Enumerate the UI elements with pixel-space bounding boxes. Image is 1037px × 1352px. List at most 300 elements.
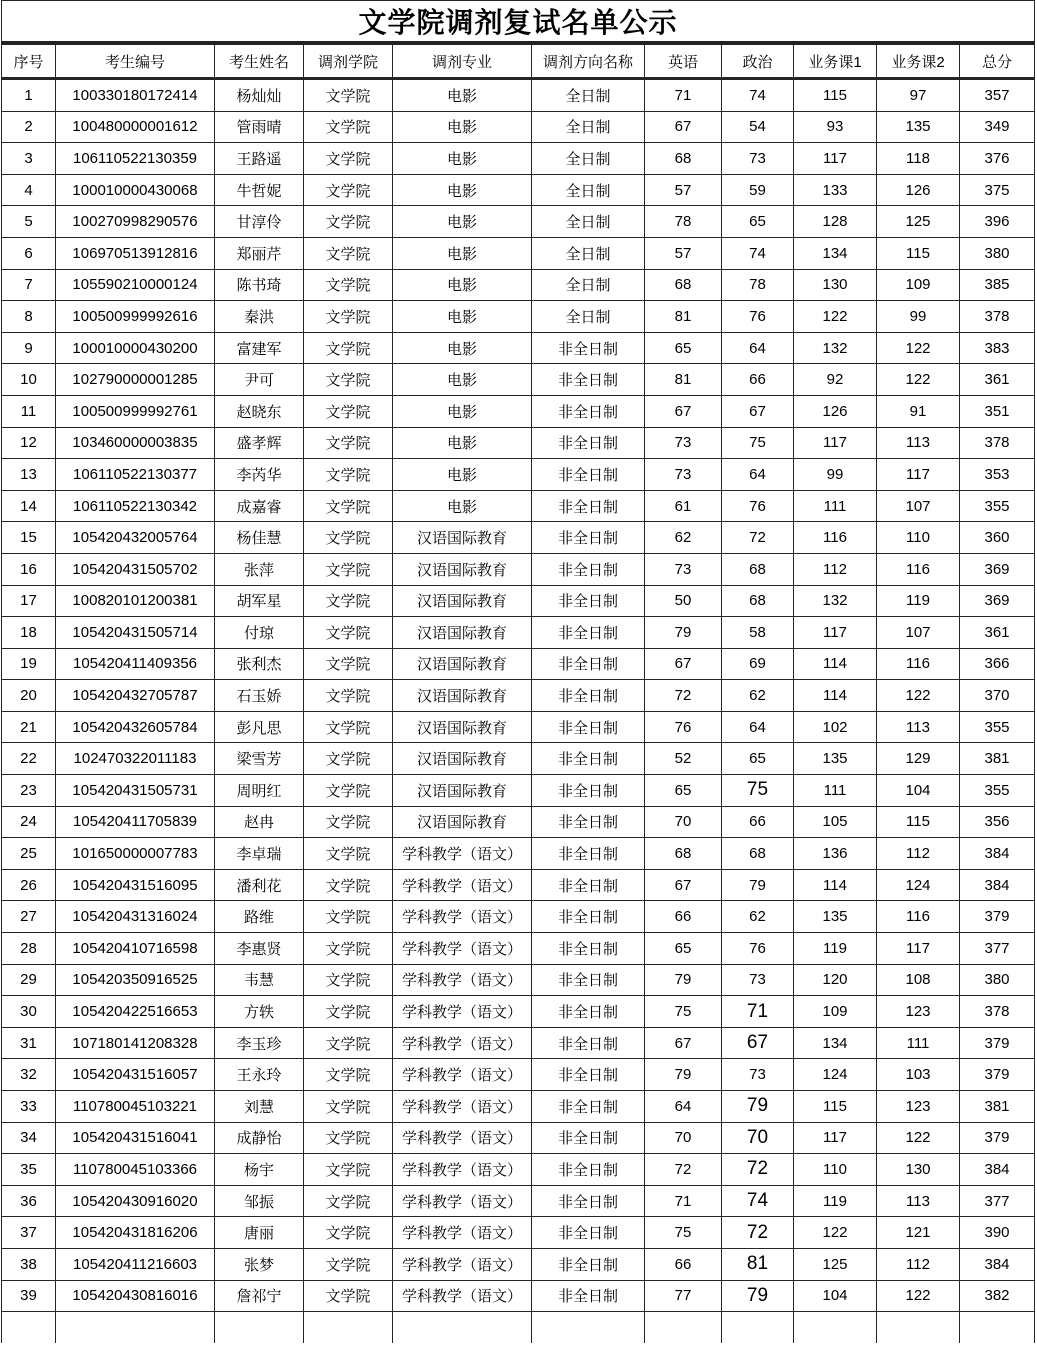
- cell-english: 73: [645, 427, 722, 459]
- cell-id: 105420431516057: [56, 1059, 215, 1091]
- cell-total: 378: [960, 301, 1035, 333]
- cell-name: 唐丽: [215, 1217, 304, 1249]
- cell-direction: 全日制: [532, 301, 645, 333]
- cell-index: 6: [2, 237, 56, 269]
- cell-college: 文学院: [304, 648, 393, 680]
- cell-course2: 119: [877, 585, 960, 617]
- column-header-direction: 调剂方向名称: [532, 43, 645, 79]
- cell-name: 尹可: [215, 364, 304, 396]
- cell-course2: 113: [877, 1185, 960, 1217]
- cell-course1: 122: [794, 301, 877, 333]
- cell-name: 梁雪芳: [215, 743, 304, 775]
- cell-index: 36: [2, 1185, 56, 1217]
- table-row: [2, 237, 1035, 269]
- cell-english: 75: [645, 996, 722, 1028]
- cell-college: 文学院: [304, 933, 393, 965]
- cell-course1: 112: [794, 553, 877, 585]
- cell-total: 376: [960, 143, 1035, 175]
- cell-id: 106110522130342: [56, 490, 215, 522]
- cell-name: 张梦: [215, 1248, 304, 1280]
- cell-direction: 非全日制: [532, 427, 645, 459]
- cell-total: 361: [960, 617, 1035, 649]
- cell-course2: 129: [877, 743, 960, 775]
- cell-course2: 108: [877, 964, 960, 996]
- cell-index: 25: [2, 838, 56, 870]
- cell-name: 秦洪: [215, 301, 304, 333]
- table-row: [2, 269, 1035, 301]
- cell-english: 50: [645, 585, 722, 617]
- cell-politics: 64: [722, 711, 794, 743]
- cell-direction: 非全日制: [532, 1027, 645, 1059]
- cell-direction: 非全日制: [532, 838, 645, 870]
- cell-course1: 114: [794, 869, 877, 901]
- cell-politics: 72: [722, 522, 794, 554]
- cell-college: 文学院: [304, 427, 393, 459]
- cell-total: 355: [960, 711, 1035, 743]
- cell-index: 20: [2, 680, 56, 712]
- cell-course2: 97: [877, 79, 960, 112]
- cell-course2: 122: [877, 1122, 960, 1154]
- cell-english: 68: [645, 838, 722, 870]
- cell-id: 105420431505731: [56, 775, 215, 807]
- cell-name: 杨佳慧: [215, 522, 304, 554]
- cell-total: 356: [960, 806, 1035, 838]
- cell-total: 370: [960, 680, 1035, 712]
- cell-course1: 99: [794, 459, 877, 491]
- cell-course2: 104: [877, 775, 960, 807]
- cell-name: 甘淳伶: [215, 206, 304, 238]
- cell-college: 文学院: [304, 775, 393, 807]
- cell-name: 郑丽芹: [215, 237, 304, 269]
- cell-total: 351: [960, 395, 1035, 427]
- cell-id: 106110522130377: [56, 459, 215, 491]
- table-row: [2, 1154, 1035, 1186]
- cell-index: 9: [2, 332, 56, 364]
- cell-direction: 非全日制: [532, 1122, 645, 1154]
- cell-course1: 124: [794, 1059, 877, 1091]
- column-header-id: 考生编号: [56, 43, 215, 79]
- cell-total: 379: [960, 1027, 1035, 1059]
- cell-name: 成嘉睿: [215, 490, 304, 522]
- cell-course1: 136: [794, 838, 877, 870]
- cell-course1: 132: [794, 332, 877, 364]
- cell-index: 11: [2, 395, 56, 427]
- cell-name: 邹振: [215, 1185, 304, 1217]
- cell-name: 李芮华: [215, 459, 304, 491]
- cell-name: 盛孝辉: [215, 427, 304, 459]
- cell-major: 汉语国际教育: [393, 775, 532, 807]
- cell-index: 16: [2, 553, 56, 585]
- cell-course1: 135: [794, 901, 877, 933]
- cell-course1: 117: [794, 427, 877, 459]
- table-row: [2, 711, 1035, 743]
- cell-course1: 122: [794, 1217, 877, 1249]
- cell-id: 107180141208328: [56, 1027, 215, 1059]
- cell-major: 学科教学（语文）: [393, 1280, 532, 1312]
- cell-major: 学科教学（语文）: [393, 901, 532, 933]
- table-row: [2, 111, 1035, 143]
- cell-name: 牛哲妮: [215, 174, 304, 206]
- cell-major: 电影: [393, 79, 532, 112]
- cell-direction: 非全日制: [532, 1154, 645, 1186]
- cell-direction: 非全日制: [532, 775, 645, 807]
- cell-major: 电影: [393, 301, 532, 333]
- cell-direction: 非全日制: [532, 933, 645, 965]
- cell-direction: 全日制: [532, 174, 645, 206]
- cell-total: 355: [960, 775, 1035, 807]
- cell-politics: 81: [722, 1248, 794, 1280]
- cell-id: 105590210000124: [56, 269, 215, 301]
- cell-college: 文学院: [304, 269, 393, 301]
- cell-college: 文学院: [304, 680, 393, 712]
- cell-total: 384: [960, 838, 1035, 870]
- cell-major: 学科教学（语文）: [393, 1027, 532, 1059]
- cell-course1: 130: [794, 269, 877, 301]
- cell-politics: 73: [722, 1059, 794, 1091]
- table-row: [2, 996, 1035, 1028]
- cell-course1: 120: [794, 964, 877, 996]
- cell-course1: 111: [794, 490, 877, 522]
- cell-english: 71: [645, 79, 722, 112]
- cell-course2: 122: [877, 364, 960, 396]
- cell-college: 文学院: [304, 1059, 393, 1091]
- cell-direction: 非全日制: [532, 1059, 645, 1091]
- cell-course2: 122: [877, 1280, 960, 1312]
- table-body: [2, 79, 1035, 1343]
- table-row: [2, 364, 1035, 396]
- cell-college: 文学院: [304, 1027, 393, 1059]
- table-row-partial: [2, 1312, 1035, 1343]
- cell-english: 64: [645, 1091, 722, 1123]
- cell-course1: 117: [794, 1122, 877, 1154]
- cell-course2: 122: [877, 680, 960, 712]
- cell-total: 382: [960, 1280, 1035, 1312]
- cell-course1: 93: [794, 111, 877, 143]
- cell-major: 学科教学（语文）: [393, 1059, 532, 1091]
- cell-id: 100330180172414: [56, 79, 215, 112]
- cell-college: 文学院: [304, 964, 393, 996]
- cell-major: 汉语国际教育: [393, 806, 532, 838]
- cell-course1: 117: [794, 617, 877, 649]
- cell-course1: 115: [794, 1091, 877, 1123]
- cell-college: 文学院: [304, 143, 393, 175]
- cell-total: 380: [960, 964, 1035, 996]
- cell-course2: 111: [877, 1027, 960, 1059]
- cell-empty: [2, 1312, 56, 1343]
- cell-major: 电影: [393, 427, 532, 459]
- cell-direction: 非全日制: [532, 553, 645, 585]
- cell-index: 12: [2, 427, 56, 459]
- cell-direction: 全日制: [532, 79, 645, 112]
- cell-course1: 134: [794, 1027, 877, 1059]
- cell-politics: 78: [722, 269, 794, 301]
- cell-major: 学科教学（语文）: [393, 1154, 532, 1186]
- column-header-college: 调剂学院: [304, 43, 393, 79]
- cell-index: 26: [2, 869, 56, 901]
- cell-course2: 112: [877, 1248, 960, 1280]
- cell-course1: 115: [794, 79, 877, 112]
- cell-politics: 67: [722, 395, 794, 427]
- cell-major: 电影: [393, 143, 532, 175]
- cell-direction: 非全日制: [532, 680, 645, 712]
- cell-direction: 非全日制: [532, 617, 645, 649]
- cell-course1: 135: [794, 743, 877, 775]
- cell-english: 70: [645, 806, 722, 838]
- cell-course1: 119: [794, 1185, 877, 1217]
- cell-course2: 125: [877, 206, 960, 238]
- cell-english: 68: [645, 269, 722, 301]
- cell-id: 105420411409356: [56, 648, 215, 680]
- cell-college: 文学院: [304, 79, 393, 112]
- cell-id: 105420432005764: [56, 522, 215, 554]
- cell-college: 文学院: [304, 1154, 393, 1186]
- cell-id: 106110522130359: [56, 143, 215, 175]
- cell-total: 360: [960, 522, 1035, 554]
- cell-total: 369: [960, 553, 1035, 585]
- cell-index: 29: [2, 964, 56, 996]
- cell-direction: 非全日制: [532, 648, 645, 680]
- column-header-total: 总分: [960, 43, 1035, 79]
- cell-politics: 59: [722, 174, 794, 206]
- cell-english: 75: [645, 1217, 722, 1249]
- cell-major: 学科教学（语文）: [393, 838, 532, 870]
- cell-index: 34: [2, 1122, 56, 1154]
- cell-name: 王永玲: [215, 1059, 304, 1091]
- cell-politics: 62: [722, 901, 794, 933]
- cell-english: 81: [645, 301, 722, 333]
- cell-total: 378: [960, 427, 1035, 459]
- cell-college: 文学院: [304, 174, 393, 206]
- cell-total: 377: [960, 1185, 1035, 1217]
- table-row: [2, 648, 1035, 680]
- cell-course1: 105: [794, 806, 877, 838]
- cell-english: 66: [645, 901, 722, 933]
- cell-index: 37: [2, 1217, 56, 1249]
- table-row: [2, 869, 1035, 901]
- cell-total: 384: [960, 869, 1035, 901]
- cell-course2: 109: [877, 269, 960, 301]
- table-row: [2, 79, 1035, 112]
- cell-politics: 54: [722, 111, 794, 143]
- cell-major: 学科教学（语文）: [393, 869, 532, 901]
- cell-college: 文学院: [304, 522, 393, 554]
- cell-english: 57: [645, 237, 722, 269]
- cell-course2: 126: [877, 174, 960, 206]
- cell-politics: 72: [722, 1154, 794, 1186]
- cell-college: 文学院: [304, 332, 393, 364]
- cell-college: 文学院: [304, 743, 393, 775]
- cell-index: 17: [2, 585, 56, 617]
- cell-course1: 132: [794, 585, 877, 617]
- cell-id: 102790000001285: [56, 364, 215, 396]
- column-header-politics: 政治: [722, 43, 794, 79]
- cell-politics: 75: [722, 427, 794, 459]
- cell-english: 57: [645, 174, 722, 206]
- cell-direction: 非全日制: [532, 585, 645, 617]
- cell-direction: 非全日制: [532, 1185, 645, 1217]
- cell-english: 67: [645, 111, 722, 143]
- cell-id: 105420431505714: [56, 617, 215, 649]
- cell-total: 379: [960, 1122, 1035, 1154]
- cell-major: 电影: [393, 206, 532, 238]
- cell-college: 文学院: [304, 395, 393, 427]
- cell-index: 10: [2, 364, 56, 396]
- cell-politics: 71: [722, 996, 794, 1028]
- cell-politics: 76: [722, 301, 794, 333]
- cell-index: 18: [2, 617, 56, 649]
- cell-college: 文学院: [304, 111, 393, 143]
- cell-major: 学科教学（语文）: [393, 1248, 532, 1280]
- cell-total: 377: [960, 933, 1035, 965]
- cell-english: 66: [645, 1248, 722, 1280]
- cell-name: 刘慧: [215, 1091, 304, 1123]
- cell-politics: 79: [722, 1091, 794, 1123]
- cell-id: 105420432605784: [56, 711, 215, 743]
- cell-english: 62: [645, 522, 722, 554]
- cell-id: 105420431816206: [56, 1217, 215, 1249]
- cell-total: 380: [960, 237, 1035, 269]
- cell-english: 71: [645, 1185, 722, 1217]
- page-title: 文学院调剂复试名单公示: [2, 1, 1035, 44]
- cell-index: 22: [2, 743, 56, 775]
- cell-name: 杨宇: [215, 1154, 304, 1186]
- cell-total: 349: [960, 111, 1035, 143]
- cell-major: 学科教学（语文）: [393, 996, 532, 1028]
- cell-course2: 123: [877, 1091, 960, 1123]
- cell-name: 方轶: [215, 996, 304, 1028]
- cell-major: 电影: [393, 332, 532, 364]
- cell-course2: 117: [877, 459, 960, 491]
- cell-id: 105420410716598: [56, 933, 215, 965]
- cell-major: 汉语国际教育: [393, 711, 532, 743]
- cell-total: 390: [960, 1217, 1035, 1249]
- cell-college: 文学院: [304, 301, 393, 333]
- cell-id: 102470322011183: [56, 743, 215, 775]
- cell-college: 文学院: [304, 838, 393, 870]
- cell-english: 65: [645, 332, 722, 364]
- cell-course1: 114: [794, 680, 877, 712]
- cell-id: 110780045103366: [56, 1154, 215, 1186]
- cell-course2: 107: [877, 490, 960, 522]
- cell-index: 21: [2, 711, 56, 743]
- table-row: [2, 964, 1035, 996]
- cell-direction: 非全日制: [532, 806, 645, 838]
- cell-total: 381: [960, 1091, 1035, 1123]
- cell-index: 33: [2, 1091, 56, 1123]
- cell-total: 366: [960, 648, 1035, 680]
- cell-index: 2: [2, 111, 56, 143]
- cell-name: 潘利花: [215, 869, 304, 901]
- cell-id: 105420422516653: [56, 996, 215, 1028]
- table-row: [2, 1027, 1035, 1059]
- cell-direction: 非全日制: [532, 743, 645, 775]
- cell-direction: 全日制: [532, 269, 645, 301]
- cell-course2: 123: [877, 996, 960, 1028]
- cell-index: 8: [2, 301, 56, 333]
- roster-table: [1, 0, 1035, 1343]
- cell-course2: 113: [877, 427, 960, 459]
- cell-name: 李卓瑞: [215, 838, 304, 870]
- cell-course2: 117: [877, 933, 960, 965]
- cell-id: 105420431516041: [56, 1122, 215, 1154]
- table-row: [2, 427, 1035, 459]
- table-row: [2, 585, 1035, 617]
- cell-index: 28: [2, 933, 56, 965]
- cell-direction: 非全日制: [532, 869, 645, 901]
- cell-id: 100820101200381: [56, 585, 215, 617]
- cell-direction: 非全日制: [532, 964, 645, 996]
- cell-index: 1: [2, 79, 56, 112]
- cell-total: 384: [960, 1154, 1035, 1186]
- cell-politics: 58: [722, 617, 794, 649]
- cell-course1: 133: [794, 174, 877, 206]
- cell-total: 383: [960, 332, 1035, 364]
- cell-id: 105420350916525: [56, 964, 215, 996]
- cell-english: 72: [645, 680, 722, 712]
- cell-course1: 111: [794, 775, 877, 807]
- table-row: [2, 933, 1035, 965]
- cell-id: 101650000007783: [56, 838, 215, 870]
- cell-english: 79: [645, 617, 722, 649]
- cell-course2: 124: [877, 869, 960, 901]
- column-header-major: 调剂专业: [393, 43, 532, 79]
- cell-index: 15: [2, 522, 56, 554]
- cell-course2: 116: [877, 901, 960, 933]
- cell-index: 23: [2, 775, 56, 807]
- cell-college: 文学院: [304, 1091, 393, 1123]
- cell-direction: 非全日制: [532, 1248, 645, 1280]
- cell-name: 管雨晴: [215, 111, 304, 143]
- cell-direction: 非全日制: [532, 332, 645, 364]
- cell-index: 3: [2, 143, 56, 175]
- cell-index: 19: [2, 648, 56, 680]
- cell-id: 105420411216603: [56, 1248, 215, 1280]
- cell-major: 电影: [393, 364, 532, 396]
- cell-total: 369: [960, 585, 1035, 617]
- cell-name: 周明红: [215, 775, 304, 807]
- cell-course2: 122: [877, 332, 960, 364]
- cell-politics: 76: [722, 490, 794, 522]
- table-row: [2, 395, 1035, 427]
- cell-empty: [960, 1312, 1035, 1343]
- cell-index: 13: [2, 459, 56, 491]
- cell-english: 67: [645, 395, 722, 427]
- table-row: [2, 1059, 1035, 1091]
- cell-college: 文学院: [304, 617, 393, 649]
- column-header-index: 序号: [2, 43, 56, 79]
- cell-english: 61: [645, 490, 722, 522]
- cell-college: 文学院: [304, 237, 393, 269]
- cell-politics: 73: [722, 143, 794, 175]
- cell-index: 38: [2, 1248, 56, 1280]
- table-row: [2, 775, 1035, 807]
- cell-id: 105420431516095: [56, 869, 215, 901]
- cell-english: 70: [645, 1122, 722, 1154]
- cell-politics: 68: [722, 585, 794, 617]
- cell-english: 67: [645, 648, 722, 680]
- cell-course2: 112: [877, 838, 960, 870]
- cell-course1: 92: [794, 364, 877, 396]
- cell-english: 68: [645, 143, 722, 175]
- cell-english: 73: [645, 459, 722, 491]
- table-row: [2, 1185, 1035, 1217]
- cell-empty: [877, 1312, 960, 1343]
- cell-college: 文学院: [304, 1122, 393, 1154]
- table-row: [2, 206, 1035, 238]
- cell-course2: 115: [877, 806, 960, 838]
- cell-empty: [722, 1312, 794, 1343]
- cell-name: 赵晓东: [215, 395, 304, 427]
